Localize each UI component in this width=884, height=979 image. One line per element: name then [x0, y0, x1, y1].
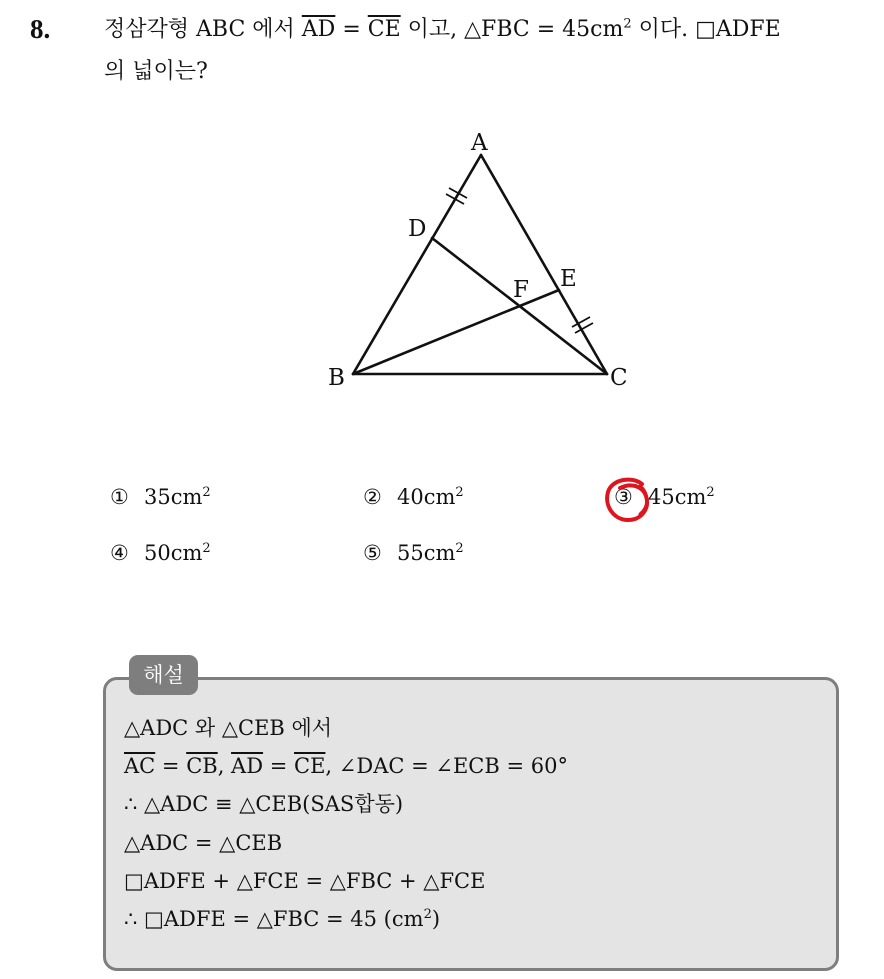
label-f: F — [513, 277, 529, 303]
question-text-line2: 의 넓이는? — [104, 59, 208, 84]
label-a: A — [471, 130, 488, 156]
answer-circle-mark — [602, 476, 658, 526]
solution-line-3: ∴ △ADC ≡ △CEB(SAS합동) — [124, 792, 404, 816]
solution-line-5: □ADFE + △FCE = △FBC + △FCE — [124, 869, 486, 893]
choice-3[interactable]: ③ $45cm^2$ — [614, 485, 715, 509]
solution-line-1: △ADC 와 △CEB 에서 — [124, 716, 333, 740]
solution-line-6: ∴ □ADFE = △FBC = 45 $(cm^2)$ — [124, 907, 441, 931]
side-ab — [353, 155, 481, 374]
triangle-figure — [320, 118, 650, 408]
choice-4[interactable]: ④ $50cm^2$ — [110, 541, 211, 565]
label-e: E — [560, 266, 577, 292]
segment-ad: $\overline{AD}$ — [301, 17, 336, 42]
choice-1[interactable]: ① $35cm^2$ — [110, 485, 211, 509]
solution-line-2: $\overline{AC} = \overline{CB}$, $\overline{AD} = \overline{CE}$, ∠DAC = ∠ECB = 60° — [124, 754, 568, 778]
choice-2[interactable]: ② $40cm^2$ — [363, 485, 464, 509]
label-d: D — [408, 216, 427, 242]
question-number: 8. — [30, 14, 51, 44]
solution-line-4: △ADC = △CEB — [124, 831, 283, 855]
label-b: B — [328, 365, 345, 391]
segment-ce: $\overline{CE}$ — [367, 17, 401, 42]
label-c: C — [610, 365, 628, 391]
side-ca — [481, 155, 607, 374]
question-text-line1: 정삼각형 ABC 에서 $\overline{AD} = \overline{CE}$ 이고, △FBC = $45cm^2$ 이다. □ADFE — [104, 16, 781, 42]
solution-tag: 해설 — [129, 655, 198, 695]
choice-5[interactable]: ⑤ $55cm^2$ — [363, 541, 464, 565]
